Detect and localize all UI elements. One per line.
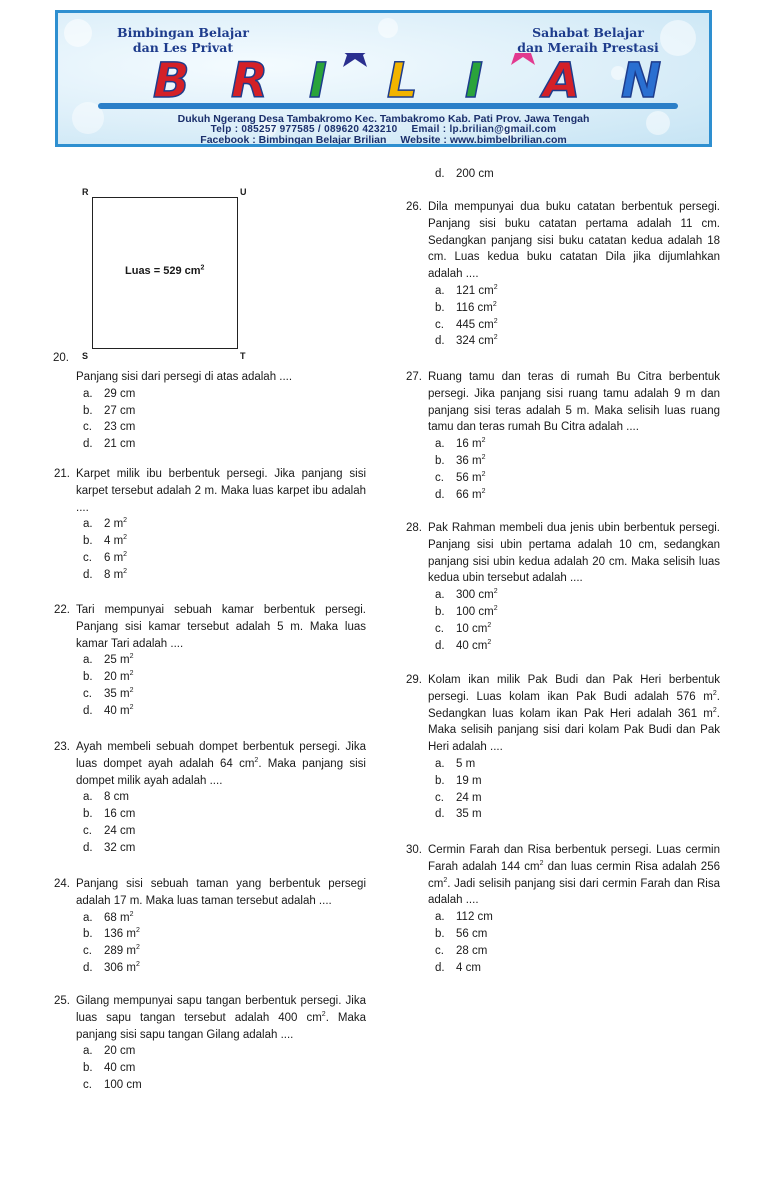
option-exp: 2 xyxy=(492,300,497,308)
option xyxy=(428,487,720,504)
option-exp: 2 xyxy=(135,944,140,952)
option xyxy=(428,806,720,823)
option-exp: 2 xyxy=(481,470,486,478)
question-23-number: 23. xyxy=(54,741,70,753)
question-22-text: Tari mempunyai sebuah kamar berbentuk persegi. Panjang sisi kamar tersebut adalah 5 m. Maka luas kamar Tari adalah .... xyxy=(76,604,366,650)
option xyxy=(76,516,366,533)
question-25-text-b: . Maka panjang sisi sapu tangan Gilang adalah .... xyxy=(76,1011,366,1041)
question-29 xyxy=(406,672,720,823)
option-value: 306 m xyxy=(104,961,136,974)
question-30-text-b: dan luas cermin Risa adalah 256 cm xyxy=(428,860,720,890)
option xyxy=(428,943,720,960)
option-exp: 2 xyxy=(481,454,486,462)
question-25-text-a: Gilang mempunyai sapu tangan berbentuk persegi. Jika luas sapu tangan tersebut adalah 400 cm xyxy=(76,995,366,1024)
option xyxy=(76,1060,366,1077)
option-value: 8 m xyxy=(104,568,124,581)
option-value: 24 cm xyxy=(104,824,136,837)
question-29-text-exp1: 2 xyxy=(712,689,717,697)
option-letter: b. xyxy=(435,927,445,940)
option-letter: d. xyxy=(435,961,445,974)
logo-letter: N xyxy=(621,53,662,103)
option xyxy=(428,621,720,638)
question-27-options xyxy=(428,436,720,503)
question-26-number: 26. xyxy=(406,201,422,213)
option xyxy=(428,333,720,350)
option-letter: b. xyxy=(83,671,93,684)
option-value: 36 m xyxy=(456,454,482,467)
option xyxy=(76,419,366,436)
option-letter: c. xyxy=(435,791,444,804)
option xyxy=(428,470,720,487)
option-exp: 2 xyxy=(129,687,134,695)
question-30 xyxy=(406,842,720,976)
header-address: Dukuh Ngerang Desa Tambakromo Kec. Tambakromo Kab. Pati Prov. Jawa Tengah xyxy=(177,113,590,125)
question-30-text-exp2: 2 xyxy=(443,876,448,884)
question-23 xyxy=(54,739,366,857)
option-letter: c. xyxy=(83,687,92,700)
option-exp: 2 xyxy=(493,334,498,342)
option-value: 136 m xyxy=(104,928,136,941)
option-value: 300 cm xyxy=(456,589,494,602)
option-letter: a. xyxy=(83,791,93,804)
option xyxy=(76,386,366,403)
option xyxy=(428,604,720,621)
option-value: 20 m xyxy=(104,671,130,684)
option-value: 324 cm xyxy=(456,335,494,348)
option-letter: c. xyxy=(435,471,444,484)
question-29-number: 29. xyxy=(406,674,422,686)
header-right-line1: Sahabat Belajar xyxy=(532,25,644,40)
option-letter: d. xyxy=(83,438,93,451)
option-letter: c. xyxy=(435,622,444,635)
option-value: 35 m xyxy=(456,808,482,821)
option-value: 200 cm xyxy=(456,168,494,180)
option-value: 445 cm xyxy=(456,318,494,331)
option-value: 68 m xyxy=(104,911,130,924)
option xyxy=(76,910,366,927)
corner-label-r: R xyxy=(82,187,89,197)
option xyxy=(428,926,720,943)
option-letter: c. xyxy=(83,824,92,837)
question-26-text: Dila mempunyai dua buku catatan berbentuk persegi. Panjang sisi buku catatan pertama adalah 11 cm. Sedangkan panjang sisi buku catatan kedua adalah 18 cm. Luas kedua buku catatan Dila jika dijumlahkan adalah .... xyxy=(428,201,720,281)
option-letter: b. xyxy=(435,454,445,467)
square-area-label xyxy=(125,265,204,277)
header-telp: Telp : 085257 977585 / 089620 423210 xyxy=(210,124,398,135)
question-30-text xyxy=(428,842,720,909)
question-25-options xyxy=(76,1043,366,1093)
question-21-options xyxy=(76,516,366,583)
header-banner xyxy=(55,10,712,147)
question-20-text: Panjang sisi dari persegi di atas adalah .... xyxy=(76,371,293,383)
option-value: 29 cm xyxy=(104,387,136,400)
option xyxy=(76,533,366,550)
question-23-text-exp: 2 xyxy=(254,756,259,764)
option-letter: d. xyxy=(435,335,445,348)
option-letter: a. xyxy=(83,654,93,667)
option-value: 35 m xyxy=(104,687,130,700)
question-26-options xyxy=(428,283,720,350)
header-left-line1: Bimbingan Belajar xyxy=(117,25,249,40)
square-area-exp: 2 xyxy=(200,264,205,272)
option xyxy=(76,1077,366,1094)
option-value: 66 m xyxy=(456,488,482,501)
question-20 xyxy=(76,369,366,453)
option-value: 23 cm xyxy=(104,421,136,434)
option xyxy=(76,943,366,960)
corner-label-s: S xyxy=(82,351,89,361)
question-25-number: 25. xyxy=(54,995,70,1007)
option xyxy=(428,283,720,300)
question-23-text-b: . Maka panjang sisi dompet milik ayah adalah .... xyxy=(76,757,366,787)
question-29-text xyxy=(428,672,720,756)
option-letter: c. xyxy=(435,944,444,957)
option xyxy=(428,638,720,655)
option-letter: a. xyxy=(83,1045,93,1058)
option-value: 112 cm xyxy=(456,911,493,924)
question-22 xyxy=(54,602,366,720)
option-exp: 2 xyxy=(123,567,128,575)
option-letter: d. xyxy=(83,961,93,974)
question-25-option-d-continued xyxy=(428,166,720,183)
option-value: 56 m xyxy=(456,471,482,484)
option xyxy=(428,453,720,470)
option-value: 10 cm xyxy=(456,622,488,635)
option-letter: c. xyxy=(83,945,92,958)
option-exp: 2 xyxy=(487,621,492,629)
question-30-text-exp1: 2 xyxy=(539,859,544,867)
option-letter: a. xyxy=(435,757,445,770)
option-value: 28 cm xyxy=(456,944,488,957)
option-letter: c. xyxy=(435,318,444,331)
option-exp: 2 xyxy=(123,534,128,542)
option-letter: a. xyxy=(83,387,93,400)
option xyxy=(428,317,720,334)
question-28-text: Pak Rahman membeli dua jenis ubin berbentuk persegi. Panjang sisi ubin pertama adalah 10 cm, sedangkan panjang sisi ubin kedua adalah 20 cm. Maka selisih luas kedua ubin tersebut adalah .... xyxy=(428,522,720,585)
option-value: 116 cm xyxy=(456,301,493,314)
option xyxy=(76,789,366,806)
question-20-number: 20. xyxy=(53,352,69,364)
option-value: 2 m xyxy=(104,518,124,531)
option-value: 121 cm xyxy=(456,284,494,297)
option-exp: 2 xyxy=(123,517,128,525)
option xyxy=(428,166,720,183)
header-left-line2: dan Les Privat xyxy=(132,40,234,55)
option-exp: 2 xyxy=(487,638,492,646)
option-letter: c. xyxy=(83,551,92,564)
question-23-text xyxy=(76,739,366,789)
option-value: 6 m xyxy=(104,551,124,564)
option-letter: b. xyxy=(83,928,93,941)
option xyxy=(76,403,366,420)
question-22-options xyxy=(76,652,366,719)
option-value: 27 cm xyxy=(104,404,136,417)
question-26 xyxy=(406,199,720,350)
option-letter: b. xyxy=(83,1062,93,1075)
option xyxy=(428,773,720,790)
option-letter: d. xyxy=(435,808,445,821)
option-letter: b. xyxy=(435,605,445,618)
option-value: 16 cm xyxy=(104,808,136,821)
star-icon xyxy=(505,53,541,65)
option xyxy=(76,652,366,669)
question-28-number: 28. xyxy=(406,522,422,534)
square-area-text: Luas = 529 cm xyxy=(125,265,201,277)
option-letter: d. xyxy=(435,488,445,501)
option-letter: a. xyxy=(83,518,93,531)
option xyxy=(428,790,720,807)
header-facebook: Facebook : Bimbingan Belajar Brilian xyxy=(200,134,387,146)
option-exp: 2 xyxy=(129,653,134,661)
option-exp: 2 xyxy=(493,588,498,596)
question-28 xyxy=(406,520,720,654)
option-letter: b. xyxy=(435,774,445,787)
option-exp: 2 xyxy=(481,437,486,445)
option xyxy=(76,840,366,857)
question-29-text-c: . Maka selisih panjang sisi dari kolam Pak Budi dan Pak Heri adalah .... xyxy=(428,707,720,754)
option-letter: a. xyxy=(435,911,445,924)
option-exp: 2 xyxy=(493,284,498,292)
logo-letter: R xyxy=(231,53,268,103)
option-exp: 2 xyxy=(493,605,498,613)
option xyxy=(76,567,366,584)
option-letter: a. xyxy=(83,911,93,924)
option-letter: b. xyxy=(83,535,93,548)
option-letter: c. xyxy=(83,1078,92,1091)
option-letter: d. xyxy=(83,704,93,717)
logo-letter: I xyxy=(309,53,327,103)
option-letter: d. xyxy=(435,639,445,652)
option-letter: b. xyxy=(83,808,93,821)
question-29-options xyxy=(428,756,720,823)
option xyxy=(76,703,366,720)
option xyxy=(76,806,366,823)
header-website: Website : www.bimbelbrilian.com xyxy=(400,134,567,146)
option xyxy=(428,300,720,317)
question-27-number: 27. xyxy=(406,371,422,383)
option-value: 5 m xyxy=(456,757,476,770)
option-letter: d. xyxy=(83,568,93,581)
question-21-number: 21. xyxy=(54,468,70,480)
option-exp: 2 xyxy=(123,551,128,559)
option-value: 4 cm xyxy=(456,961,481,974)
option-letter: a. xyxy=(435,438,445,451)
question-22-number: 22. xyxy=(54,604,70,616)
option-value: 40 m xyxy=(104,704,130,717)
header-email: Email : lp.brilian@gmail.com xyxy=(411,124,557,135)
question-23-options xyxy=(76,789,366,856)
header-right-line2: dan Meraih Prestasi xyxy=(517,40,659,55)
option-exp: 2 xyxy=(493,317,498,325)
question-24-options xyxy=(76,910,366,977)
option-exp: 2 xyxy=(129,703,134,711)
option-value: 100 cm xyxy=(456,605,494,618)
option-value: 40 cm xyxy=(456,639,488,652)
logo-letter: I xyxy=(465,53,483,103)
option-value: 289 m xyxy=(104,945,136,958)
header-right-tagline xyxy=(513,25,663,55)
option xyxy=(76,1043,366,1060)
question-27-text: Ruang tamu dan teras di rumah Bu Citra berbentuk persegi. Jika panjang sisi ruang tamu adalah 9 m dan panjang sisi teras adalah 5 m. Maka selisih luas ruang tamu dan teras rumah Bu Citra adalah .... xyxy=(428,371,720,434)
option-value: 16 m xyxy=(456,438,482,451)
header-social xyxy=(58,134,709,146)
question-23-text-a: Ayah membeli sebuah dompet berbentuk persegi. Jika luas dompet ayah adalah 64 cm xyxy=(76,741,366,770)
option-exp: 2 xyxy=(129,670,134,678)
option-letter: c. xyxy=(83,421,92,434)
question-21-text: Karpet milik ibu berbentuk persegi. Jika panjang sisi karpet tersebut adalah 2 m. Maka luas karpet ibu adalah .... xyxy=(76,468,366,514)
option-value: 20 cm xyxy=(104,1045,136,1058)
header-divider-band xyxy=(98,103,678,109)
option-value: 4 m xyxy=(104,535,124,548)
brilian-logo xyxy=(103,53,673,103)
option xyxy=(428,587,720,604)
option-letter: a. xyxy=(435,589,445,602)
question-24-text: Panjang sisi sebuah taman yang berbentuk persegi adalah 17 m. Maka luas taman tersebut adalah .... xyxy=(76,878,366,907)
question-30-options xyxy=(428,909,720,976)
option xyxy=(76,686,366,703)
question-28-options xyxy=(428,587,720,654)
option xyxy=(428,756,720,773)
option-value: 24 m xyxy=(456,791,482,804)
option-value: 40 cm xyxy=(104,1062,136,1075)
question-21 xyxy=(54,466,366,584)
option-value: 56 cm xyxy=(456,927,488,940)
option-value: 8 cm xyxy=(104,791,129,804)
corner-label-u: U xyxy=(240,187,247,197)
star-icon xyxy=(337,53,373,67)
option-value: 25 m xyxy=(104,654,130,667)
option-value: 21 cm xyxy=(104,438,136,451)
option-exp: 2 xyxy=(481,487,486,495)
question-29-text-b: . Sedangkan luas kolam ikan Pak Heri adalah 361 m xyxy=(428,690,720,720)
option-value: 19 m xyxy=(456,774,482,787)
question-25 xyxy=(54,993,366,1094)
option xyxy=(76,960,366,977)
option-letter: d. xyxy=(83,841,93,854)
question-30-text-a: Cermin Farah dan Risa berbentuk persegi. Luas cermin Farah adalah 144 cm xyxy=(428,844,720,873)
question-20-options xyxy=(76,386,366,453)
logo-letter: L xyxy=(387,53,418,103)
option xyxy=(76,550,366,567)
option-letter: b. xyxy=(435,301,445,314)
question-27 xyxy=(406,369,720,503)
option-exp: 2 xyxy=(129,910,134,918)
question-25-text xyxy=(76,993,366,1043)
corner-label-t: T xyxy=(240,351,246,361)
option xyxy=(76,436,366,453)
question-29-text-exp2: 2 xyxy=(712,706,717,714)
option-value: 32 cm xyxy=(104,841,136,854)
option xyxy=(76,823,366,840)
question-24-number: 24. xyxy=(54,878,70,890)
header-left-tagline xyxy=(113,25,253,55)
question-30-number: 30. xyxy=(406,844,422,856)
question-24 xyxy=(54,876,366,977)
question-29-text-a: Kolam ikan milik Pak Budi dan Pak Heri berbentuk persegi. Luas kolam ikan Pak Budi adalah 576 m xyxy=(428,674,720,703)
option xyxy=(76,669,366,686)
option-exp: 2 xyxy=(135,961,140,969)
option-letter: d. xyxy=(435,168,445,180)
option xyxy=(428,909,720,926)
option xyxy=(428,960,720,977)
logo-letter: A xyxy=(543,53,581,103)
option xyxy=(76,926,366,943)
option-letter: a. xyxy=(435,284,445,297)
option-exp: 2 xyxy=(135,927,140,935)
option xyxy=(428,436,720,453)
logo-letter: B xyxy=(153,53,190,103)
option-value: 100 cm xyxy=(104,1078,142,1091)
question-30-text-c: . Jadi selisih panjang sisi dari cermin Farah dan Risa adalah .... xyxy=(428,877,720,907)
question-25-text-exp: 2 xyxy=(321,1010,326,1018)
option-letter: b. xyxy=(83,404,93,417)
